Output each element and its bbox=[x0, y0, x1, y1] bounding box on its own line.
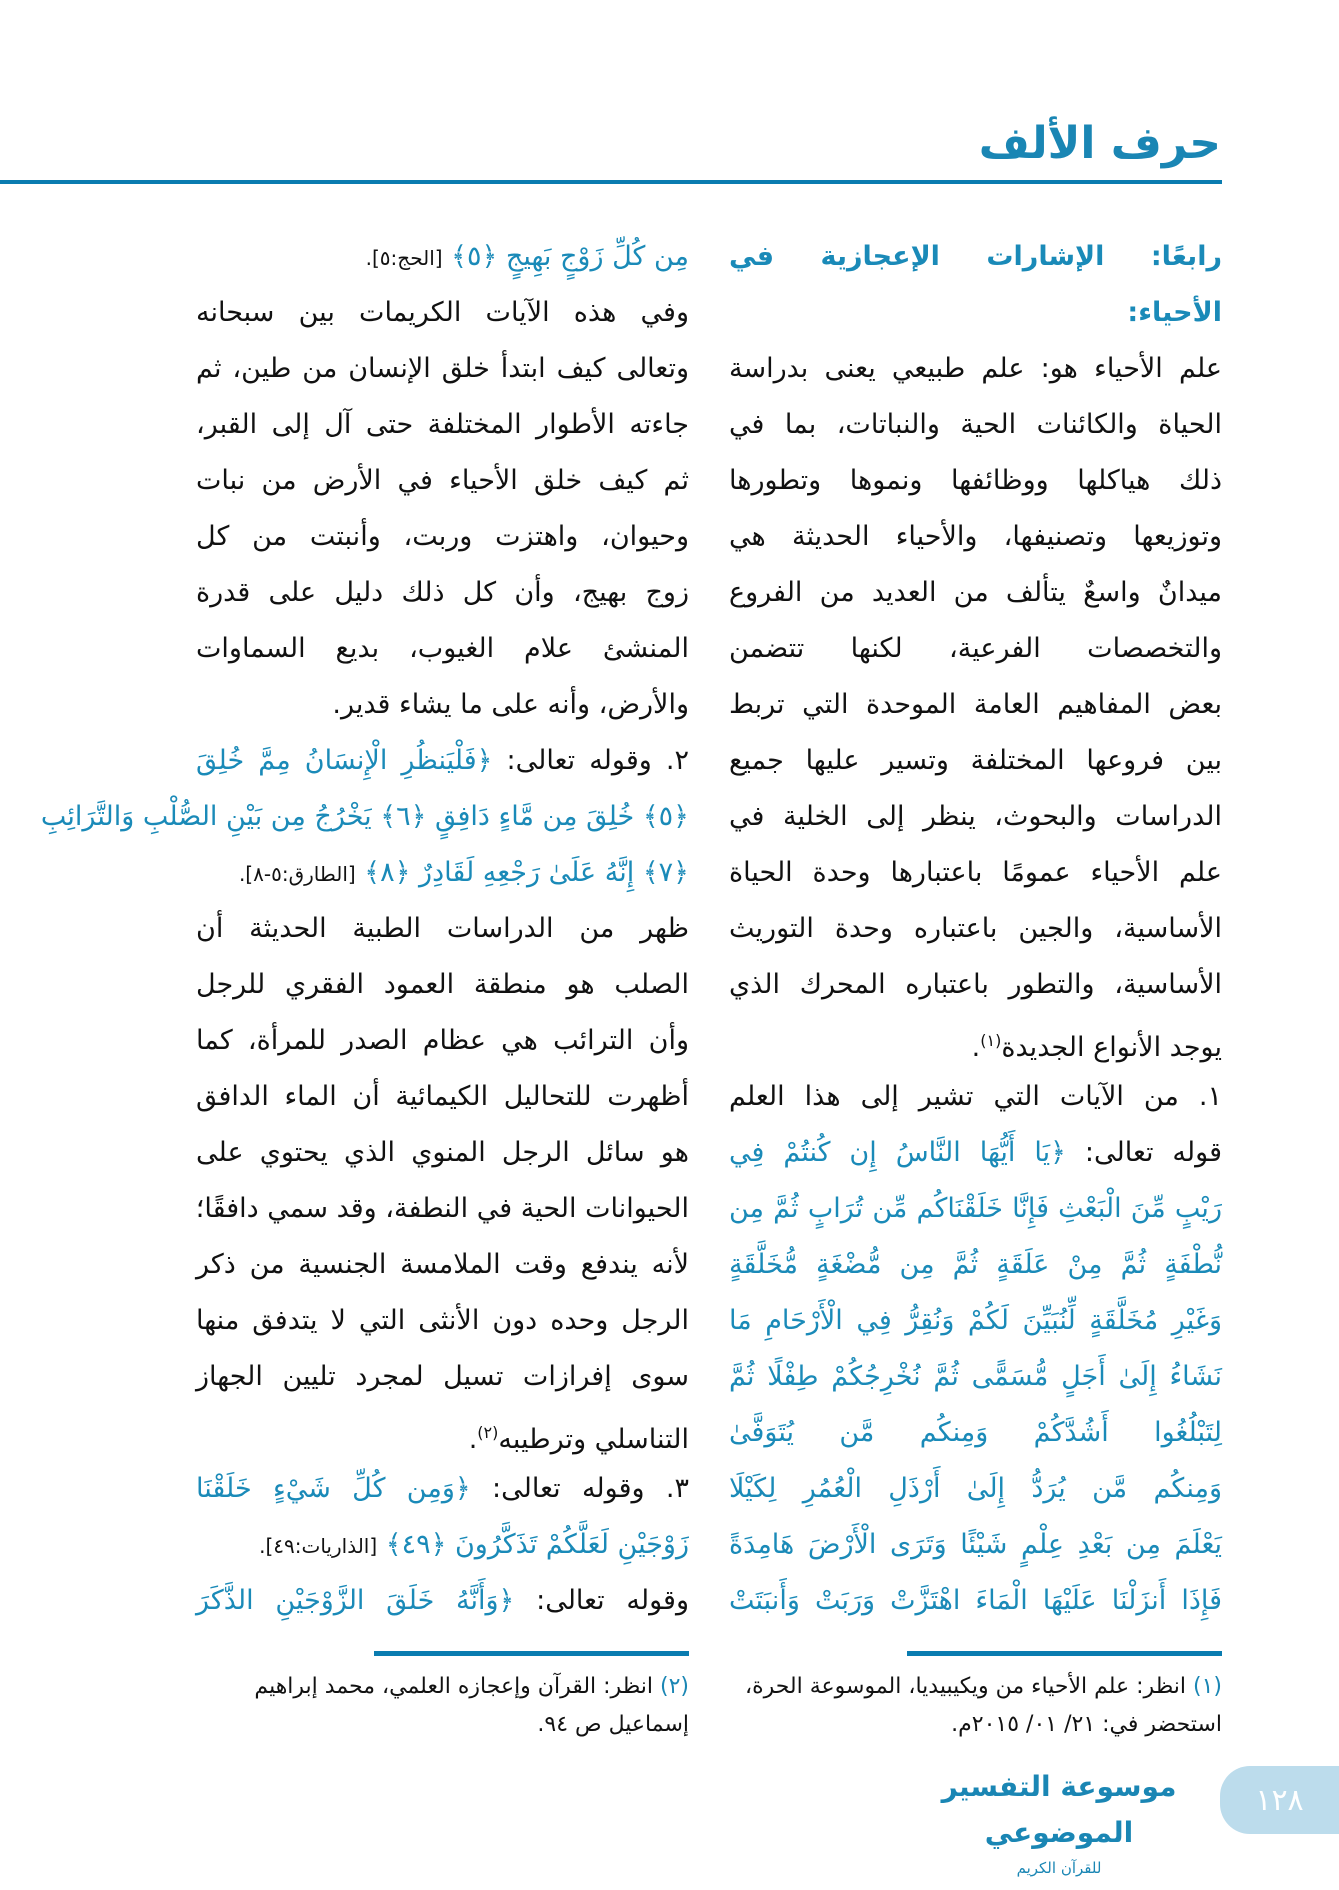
section-heading: الأحياء: bbox=[1127, 297, 1222, 328]
logo-subtitle: للقرآن الكريم bbox=[1016, 1859, 1102, 1877]
text-line bbox=[729, 1461, 1222, 1517]
text-line bbox=[196, 957, 689, 1013]
body-text: جاءته الأطوار المختلفة حتى آل إلى القبر، bbox=[196, 409, 689, 440]
body-text: وقوله تعالى: bbox=[514, 1585, 690, 1616]
body-text: الدراسات والبحوث، ينظر إلى الخلية في bbox=[729, 801, 1222, 832]
text-line bbox=[196, 901, 689, 957]
text-line bbox=[196, 1125, 689, 1181]
body-text: بين فروعها المختلفة وتسير عليها جميع bbox=[729, 745, 1222, 776]
quran-verse: ﴿٧﴾ إِنَّهُ عَلَىٰ رَجْعِهِ لَقَادِرٌ ﴿٨﴾ bbox=[355, 857, 689, 888]
body-text: وحيوان، واهتزت وربت، وأنبتت من كل bbox=[196, 521, 689, 552]
footnote-1 bbox=[729, 1668, 1222, 1744]
body-text: علم الأحياء هو: علم طبيعي يعنى بدراسة bbox=[729, 353, 1222, 384]
text-line bbox=[196, 565, 689, 621]
quran-verse: فَإِذَا أَنزَلْنَا عَلَيْهَا الْمَاءَ اهْتَزَّتْ وَرَبَتْ وَأَنبَتَتْ bbox=[729, 1585, 1222, 1616]
body-text: الأساسية، والتطور باعتباره المحرك الذي bbox=[729, 969, 1222, 1000]
body-text: وفي هذه الآيات الكريمات بين سبحانه bbox=[196, 297, 689, 328]
quran-verse: ﴿فَلْيَنظُرِ الْإِنسَانُ مِمَّ خُلِقَ bbox=[196, 745, 493, 776]
verse-reference: [الطارق:٥-٨]. bbox=[238, 862, 356, 886]
body-text: والأرض، وأنه على ما يشاء قدير. bbox=[332, 689, 689, 720]
text-line bbox=[729, 733, 1222, 789]
quran-verse: وَغَيْرِ مُخَلَّقَةٍ لِّنُبَيِّنَ لَكُمْ وَنُقِرُّ فِي الْأَرْحَامِ مَا bbox=[729, 1305, 1222, 1336]
text-line bbox=[729, 957, 1222, 1013]
text-line bbox=[729, 1125, 1222, 1181]
body-text: ميدانٌ واسعٌ يتألف من العديد من الفروع bbox=[729, 577, 1222, 608]
quran-verse: ﴿وَأَنَّهُ خَلَقَ الزَّوْجَيْنِ الذَّكَرَ bbox=[196, 1585, 515, 1616]
body-text: علم الأحياء عمومًا باعتبارها وحدة الحياة bbox=[729, 857, 1222, 888]
quran-verse: مِن كُلِّ زَوْجٍ بَهِيجٍ ﴿٥﴾ bbox=[442, 241, 689, 272]
text-line bbox=[196, 229, 689, 285]
logo-title: موسوعة التفسير الموضوعي bbox=[941, 1770, 1177, 1849]
text-line bbox=[196, 1181, 689, 1237]
body-text: يوجد الأنواع الجديدة bbox=[1001, 1032, 1222, 1063]
quran-verse: زَوْجَيْنِ لَعَلَّكُمْ تَذَكَّرُونَ ﴿٤٩﴾ bbox=[377, 1529, 689, 1560]
text-line bbox=[729, 341, 1222, 397]
text-line bbox=[196, 1461, 689, 1517]
footnote-divider-right bbox=[907, 1651, 1222, 1656]
text-line bbox=[196, 509, 689, 565]
body-text: سوى إفرازات تسيل لمجرد تليين الجهاز bbox=[196, 1361, 689, 1392]
text-line bbox=[196, 1237, 689, 1293]
text-line bbox=[729, 1293, 1222, 1349]
text-line bbox=[196, 677, 689, 733]
footnote-text: انظر: القرآن وإعجازه العلمي، محمد إبراهيم إسماعيل ص ٩٤. bbox=[254, 1674, 689, 1737]
text-line bbox=[729, 453, 1222, 509]
text-line bbox=[40, 789, 689, 845]
section-heading: رابعًا: الإشارات الإعجازية في bbox=[729, 241, 1222, 272]
body-text: أظهرت للتحاليل الكيمائية أن الماء الدافق bbox=[196, 1081, 689, 1112]
footnote-ref: (٢) bbox=[477, 1423, 499, 1442]
quran-verse: ﴿وَمِن كُلِّ شَيْءٍ خَلَقْنَا bbox=[196, 1473, 471, 1504]
body-text: وتوزيعها وتصنيفها، والأحياء الحديثة هي bbox=[729, 521, 1222, 552]
text-line bbox=[196, 1405, 689, 1461]
text-line bbox=[196, 397, 689, 453]
footnote-text: انظر: علم الأحياء من ويكيبيديا، الموسوعة الحرة، استحضر في: ٢١/ ٠١/ ٢٠١٥م. bbox=[744, 1674, 1222, 1737]
footnote-ref: (١) bbox=[980, 1031, 1002, 1050]
body-text: بعض المفاهيم العامة الموحدة التي تربط bbox=[729, 689, 1222, 720]
body-text: لأنه يندفع وقت الملامسة الجنسية من ذكر bbox=[196, 1249, 689, 1280]
quran-verse: نُّطْفَةٍ ثُمَّ مِنْ عَلَقَةٍ ثُمَّ مِن مُّضْغَةٍ مُّخَلَّقَةٍ bbox=[729, 1249, 1222, 1280]
footnote-number: (٢) bbox=[659, 1674, 689, 1699]
body-text: الحيوانات الحية في النطفة، وقد سمي دافقًا؛ bbox=[195, 1193, 689, 1224]
body-text: ١. من الآيات التي تشير إلى هذا العلم bbox=[729, 1081, 1222, 1112]
verse-reference: [الذاريات:٤٩]. bbox=[259, 1534, 378, 1558]
body-text: هو سائل الرجل المنوي الذي يحتوي على bbox=[196, 1137, 689, 1168]
quran-verse: وَمِنكُم مَّن يُرَدُّ إِلَىٰ أَرْذَلِ الْعُمُرِ لِكَيْلَا bbox=[729, 1473, 1222, 1504]
text-line bbox=[729, 1573, 1222, 1629]
body-text: ظهر من الدراسات الطبية الحديثة أن bbox=[196, 913, 689, 944]
footnote-divider-left bbox=[374, 1651, 689, 1656]
body-text: ذلك هياكلها ووظائفها ونموها وتطورها bbox=[729, 465, 1222, 496]
verse-reference: [الحج:٥]. bbox=[365, 246, 443, 270]
quran-verse: يَعْلَمَ مِن بَعْدِ عِلْمٍ شَيْئًا وَتَرَى الْأَرْضَ هَامِدَةً bbox=[729, 1529, 1222, 1560]
text-line bbox=[729, 1013, 1222, 1069]
text-line bbox=[729, 229, 1222, 285]
body-text: المنشئ علام الغيوب، بديع السماوات bbox=[196, 633, 689, 664]
body-text: الأساسية، والجين باعتباره وحدة التوريث bbox=[729, 913, 1222, 944]
body-text: ثم كيف خلق الأحياء في الأرض من نبات bbox=[196, 465, 689, 496]
text-line bbox=[729, 565, 1222, 621]
body-text: الصلب هو منطقة العمود الفقري للرجل bbox=[196, 969, 689, 1000]
text-line bbox=[729, 789, 1222, 845]
text-line bbox=[729, 621, 1222, 677]
page-number: ١٢٨ bbox=[1220, 1766, 1339, 1834]
text-line bbox=[729, 845, 1222, 901]
quran-verse: ﴿يَا أَيُّهَا النَّاسُ إِن كُنتُمْ فِي bbox=[729, 1137, 1066, 1168]
left-column bbox=[40, 229, 690, 1629]
text-line bbox=[729, 285, 1222, 341]
footnote-2 bbox=[196, 1668, 689, 1744]
text-line bbox=[196, 621, 689, 677]
text-line bbox=[729, 1349, 1222, 1405]
text-line bbox=[196, 1573, 689, 1629]
text-line bbox=[729, 1237, 1222, 1293]
header-divider bbox=[0, 180, 1222, 184]
text-line bbox=[196, 1293, 689, 1349]
text-line bbox=[196, 453, 689, 509]
text-line bbox=[196, 1349, 689, 1405]
body-text: وأن الترائب هي عظام الصدر للمرأة، كما bbox=[196, 1025, 689, 1056]
text-line bbox=[729, 901, 1222, 957]
quran-verse: نَشَاءُ إِلَىٰ أَجَلٍ مُّسَمًّى ثُمَّ نُخْرِجُكُمْ طِفْلًا ثُمَّ bbox=[729, 1361, 1222, 1392]
body-text: وتعالى كيف ابتدأ خلق الإنسان من طين، ثم bbox=[196, 353, 689, 384]
text-line bbox=[729, 677, 1222, 733]
text-line bbox=[729, 1405, 1222, 1461]
quran-verse: ﴿٥﴾ خُلِقَ مِن مَّاءٍ دَافِقٍ ﴿٦﴾ يَخْرُجُ مِن بَيْنِ الصُّلْبِ وَالتَّرَائِبِ bbox=[40, 801, 689, 832]
text-line bbox=[729, 1069, 1222, 1125]
text-line bbox=[729, 1181, 1222, 1237]
text-line bbox=[196, 1517, 689, 1573]
right-column bbox=[729, 229, 1222, 1629]
body-text: . bbox=[971, 1032, 981, 1063]
text-line bbox=[196, 285, 689, 341]
text-line bbox=[196, 733, 689, 789]
quran-verse: رَيْبٍ مِّنَ الْبَعْثِ فَإِنَّا خَلَقْنَاكُم مِّن تُرَابٍ ثُمَّ مِن bbox=[729, 1193, 1222, 1224]
encyclopedia-logo bbox=[934, 1764, 1184, 1877]
body-text: الرجل وحده دون الأنثى التي لا يتدفق منها bbox=[196, 1305, 689, 1336]
body-text: زوج بهيج، وأن كل ذلك دليل على قدرة bbox=[196, 577, 689, 608]
body-text: ٣. وقوله تعالى: bbox=[470, 1473, 689, 1504]
text-line bbox=[729, 397, 1222, 453]
text-line bbox=[729, 1517, 1222, 1573]
text-line bbox=[196, 1069, 689, 1125]
text-line bbox=[196, 1013, 689, 1069]
body-text: قوله تعالى: bbox=[1065, 1137, 1222, 1168]
text-line bbox=[196, 341, 689, 397]
text-line bbox=[196, 845, 689, 901]
quran-verse: لِتَبْلُغُوا أَشُدَّكُمْ وَمِنكُم مَّن يُتَوَفَّىٰ bbox=[729, 1417, 1222, 1448]
body-text: ٢. وقوله تعالى: bbox=[492, 745, 689, 776]
text-line bbox=[729, 509, 1222, 565]
footnote-number: (١) bbox=[1192, 1674, 1222, 1699]
body-text: التناسلي وترطيبه bbox=[498, 1424, 689, 1455]
body-text: الحياة والكائنات الحية والنباتات، بما في bbox=[729, 409, 1222, 440]
body-text: . bbox=[468, 1424, 478, 1455]
body-text: والتخصصات الفرعية، لكنها تتضمن bbox=[729, 633, 1222, 664]
chapter-title: حرف الألف bbox=[978, 118, 1221, 169]
